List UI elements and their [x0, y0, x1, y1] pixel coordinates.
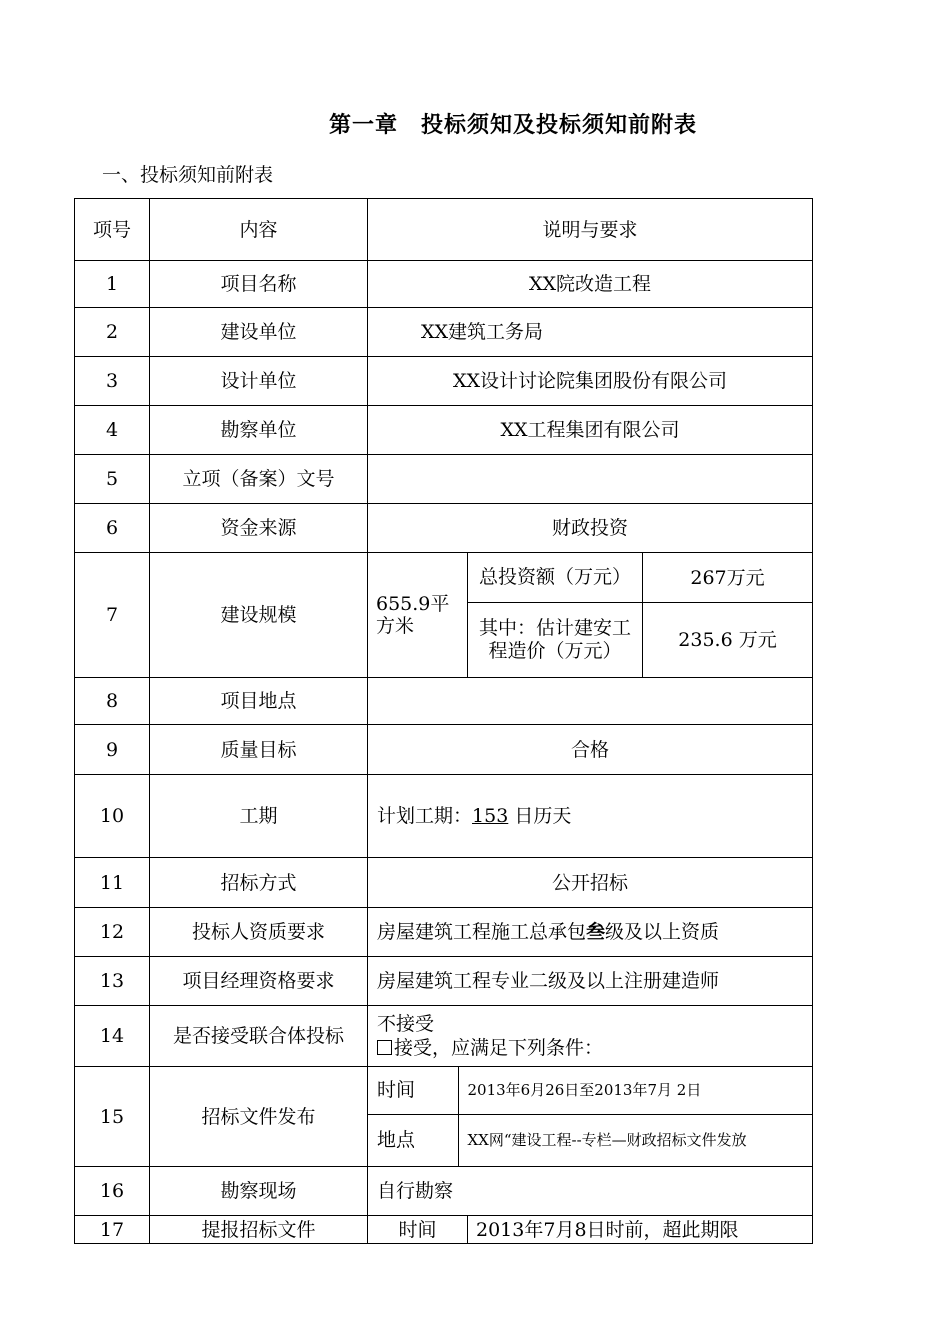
table-row: [75, 678, 813, 725]
table-row: [75, 1167, 813, 1216]
row-item: 设计单位: [150, 357, 368, 406]
option-accept: [377, 1036, 812, 1060]
row-item: 立项（备案）文号: [150, 455, 368, 504]
row-item: 项目名称: [150, 261, 368, 308]
release-subtable: [368, 1067, 812, 1166]
period-suffix: 日历天: [508, 805, 572, 827]
qualification-suffix: 级及以上资质: [605, 921, 720, 943]
release-time-label: 时间: [368, 1067, 458, 1114]
row-no: 10: [75, 775, 150, 858]
row-no: 3: [75, 357, 150, 406]
row-no: 9: [75, 725, 150, 775]
submit-time-value: 2013年7月8日时前，超此期限: [468, 1216, 813, 1244]
table-row: [75, 406, 813, 455]
row-item: 提报招标文件: [150, 1216, 368, 1244]
row-value: 合格: [368, 725, 813, 775]
row-no: 11: [75, 858, 150, 908]
row-no: 12: [75, 908, 150, 957]
total-investment-value: 267万元: [643, 553, 813, 603]
section-subtitle: 一、投标须知前附表: [102, 164, 274, 186]
construction-period: [368, 775, 813, 858]
row-item: 项目经理资格要求: [150, 957, 368, 1006]
table-row: [75, 1216, 813, 1244]
row-no: 13: [75, 957, 150, 1006]
table-row: [75, 775, 813, 858]
submit-time-label: 时间: [368, 1216, 468, 1244]
page-title: 第一章 投标须知及投标须知前附表: [328, 113, 697, 138]
row-no: 8: [75, 678, 150, 725]
header-requirement: 说明与要求: [368, 199, 813, 261]
row-no: 1: [75, 261, 150, 308]
qualification-grade: 叁: [586, 921, 606, 943]
row-item: 投标人资质要求: [150, 908, 368, 957]
construction-cost-label: 其中：估计建安工程造价（万元）: [468, 603, 643, 678]
row-item: 质量目标: [150, 725, 368, 775]
row-item: 招标方式: [150, 858, 368, 908]
row-value: [368, 678, 813, 725]
qualification-requirement: [368, 908, 813, 957]
option-not-accept: 不接受: [377, 1013, 435, 1035]
total-investment-label: 总投资额（万元）: [468, 553, 643, 603]
table-row: [75, 504, 813, 553]
row-no: 5: [75, 455, 150, 504]
row-no: 17: [75, 1216, 150, 1244]
release-place-value: XX网“建设工程--专栏—财政招标文件发放: [467, 1131, 747, 1150]
row-no: 4: [75, 406, 150, 455]
row-item: 项目地点: [150, 678, 368, 725]
row-value: [368, 455, 813, 504]
row-item: 招标文件发布: [150, 1067, 368, 1167]
table-row: [75, 725, 813, 775]
release-details: [368, 1067, 813, 1167]
row-value: 财政投资: [368, 504, 813, 553]
row-value: XX院改造工程: [368, 261, 813, 308]
row-item: 勘察单位: [150, 406, 368, 455]
row-no: 16: [75, 1167, 150, 1216]
row-no: 2: [75, 308, 150, 357]
row-item: 资金来源: [150, 504, 368, 553]
table-row: [75, 957, 813, 1006]
table-row: [75, 261, 813, 308]
table-row: [75, 858, 813, 908]
row-value: 自行勘察: [368, 1167, 813, 1216]
period-prefix: 计划工期：: [377, 805, 473, 827]
table-header-row: [75, 199, 813, 261]
table-row: [75, 553, 813, 603]
table-row: [75, 1006, 813, 1067]
construction-cost-value: 235.6 万元: [643, 603, 813, 678]
row-value: XX工程集团有限公司: [368, 406, 813, 455]
row-no: 15: [75, 1067, 150, 1167]
row-no: 14: [75, 1006, 150, 1067]
consortium-options: [368, 1006, 813, 1067]
table-row: [75, 357, 813, 406]
release-place-label: 地点: [368, 1114, 458, 1166]
qualification-prefix: 房屋建筑工程施工总承包: [377, 921, 587, 943]
header-no: 项号: [75, 199, 150, 261]
row-no: 6: [75, 504, 150, 553]
checkbox-icon: [377, 1040, 392, 1055]
row-item: 工期: [150, 775, 368, 858]
row-value: 房屋建筑工程专业二级及以上注册建造师: [368, 957, 813, 1006]
row-item: 是否接受联合体投标: [150, 1006, 368, 1067]
table-row: [75, 908, 813, 957]
row-item: 勘察现场: [150, 1167, 368, 1216]
option-accept-label: 接受，应满足下列条件：: [394, 1037, 604, 1059]
release-time-value: 2013年6月26日至2013年7月 2日: [458, 1067, 812, 1114]
table-row: [75, 308, 813, 357]
row-value: 公开招标: [368, 858, 813, 908]
header-content: 内容: [150, 199, 368, 261]
row-no: 7: [75, 553, 150, 678]
bid-notice-table: [74, 198, 813, 1244]
period-days: 153: [472, 805, 509, 827]
row-value: XX设计讨论院集团股份有限公司: [368, 357, 813, 406]
table-row: [75, 1067, 813, 1167]
row-item: 建设规模: [150, 553, 368, 678]
row-value: XX建筑工务局: [368, 308, 813, 357]
row-item: 建设单位: [150, 308, 368, 357]
table-row: [75, 455, 813, 504]
area-value: 655.9平方米: [368, 553, 468, 678]
